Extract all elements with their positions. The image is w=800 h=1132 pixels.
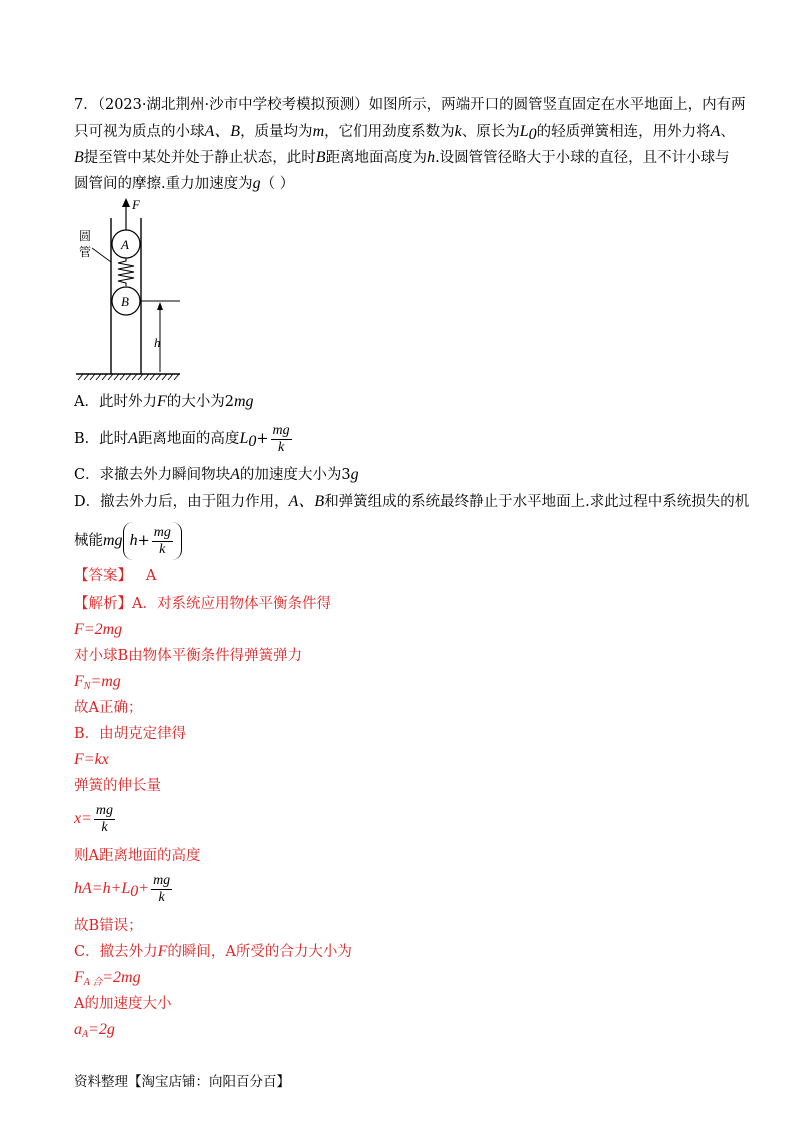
analysis-line-14: $F_{A 合}=2mg$ xyxy=(74,969,141,988)
option-a: A．此时外力F的大小为2mg xyxy=(74,393,254,410)
label-tube-1: 圆 xyxy=(79,229,92,243)
analysis-line-10: 则A距离地面的高度 xyxy=(74,848,201,864)
answer-line: 【答案】 A xyxy=(74,568,157,584)
question-line-1: 7．（2023·湖北荆州·沙市中学校考模拟预测）如图所示，两端开口的圆管竖直固定在水平地面上，内有两 xyxy=(74,97,746,113)
label-ball-b: B xyxy=(121,294,129,309)
option-b: B．此时A距离地面的高度$L_0+$ $\frac{mg}{k}$ xyxy=(74,422,290,455)
fraction-mg-over-k: $\frac{mg}{k}$ xyxy=(272,422,290,455)
analysis-line-1: 【解析】A．对系统应用物体平衡条件得 xyxy=(74,596,331,612)
option-d-line-2: 械能mg h+ $\frac{mg}{k}$ xyxy=(74,522,182,560)
option-c: C．求撤去外力瞬间物块A的加速度大小为3g xyxy=(74,466,359,483)
analysis-line-16: $a_A=2g$ xyxy=(74,1021,115,1040)
question-line-2: 只可视为质点的小球A、B，质量均为m，它们用劲度系数为k、原长为$L_0$的轻质弹簧相连，用外力将A、 xyxy=(74,123,735,143)
analysis-line-9: x= $\frac{mg}{k}$ xyxy=(74,802,114,835)
question-line-3: B提至管中某处并处于静止状态，此时B距离地面高度为h.设圆管管径略大于小球的直径，且不计小球与 xyxy=(74,149,730,166)
tube-leader-line xyxy=(92,248,111,262)
analysis-line-3: 对小球B由物体平衡条件得弹簧弹力 xyxy=(74,648,303,664)
tube-spring-figure xyxy=(74,196,194,386)
bracket-expression: h+ $\frac{mg}{k}$ xyxy=(123,522,182,560)
analysis-line-4: $F_N=mg$ xyxy=(74,673,121,692)
label-ball-a: A xyxy=(121,237,129,252)
analysis-line-15: A的加速度大小 xyxy=(74,996,172,1012)
analysis-line-13: C．撤去外力F的瞬间，A所受的合力大小为 xyxy=(74,943,352,960)
analysis-line-8: 弹簧的伸长量 xyxy=(74,778,161,794)
force-arrowhead-icon xyxy=(122,198,130,207)
label-tube-2: 管 xyxy=(79,245,92,259)
question-line-4: 圆管间的摩擦.重力加速度为g（ ） xyxy=(74,175,295,192)
analysis-line-6: B．由胡克定律得 xyxy=(74,726,187,742)
analysis-line-7: F=kx xyxy=(74,751,109,768)
option-d-line-1: D．撤去外力后，由于阻力作用，A、B和弹簧组成的系统最终静止于水平地面上.求此过程中系统损失的机 xyxy=(74,493,750,510)
analysis-line-5: 故A正确； xyxy=(74,700,143,716)
height-arrowhead-icon xyxy=(157,302,163,310)
ground-hatching xyxy=(78,374,179,380)
page-footer: 资料整理【淘宝店铺：向阳百分百】 xyxy=(74,1074,290,1090)
spring xyxy=(118,258,134,286)
label-height: h xyxy=(154,335,161,350)
label-force: F xyxy=(132,197,140,212)
analysis-line-2: F=2mg xyxy=(74,621,123,638)
analysis-line-11: $hA=h+L_0+$ $\frac{mg}{k}$ xyxy=(74,872,171,905)
analysis-line-12: 故B错误； xyxy=(74,918,143,934)
